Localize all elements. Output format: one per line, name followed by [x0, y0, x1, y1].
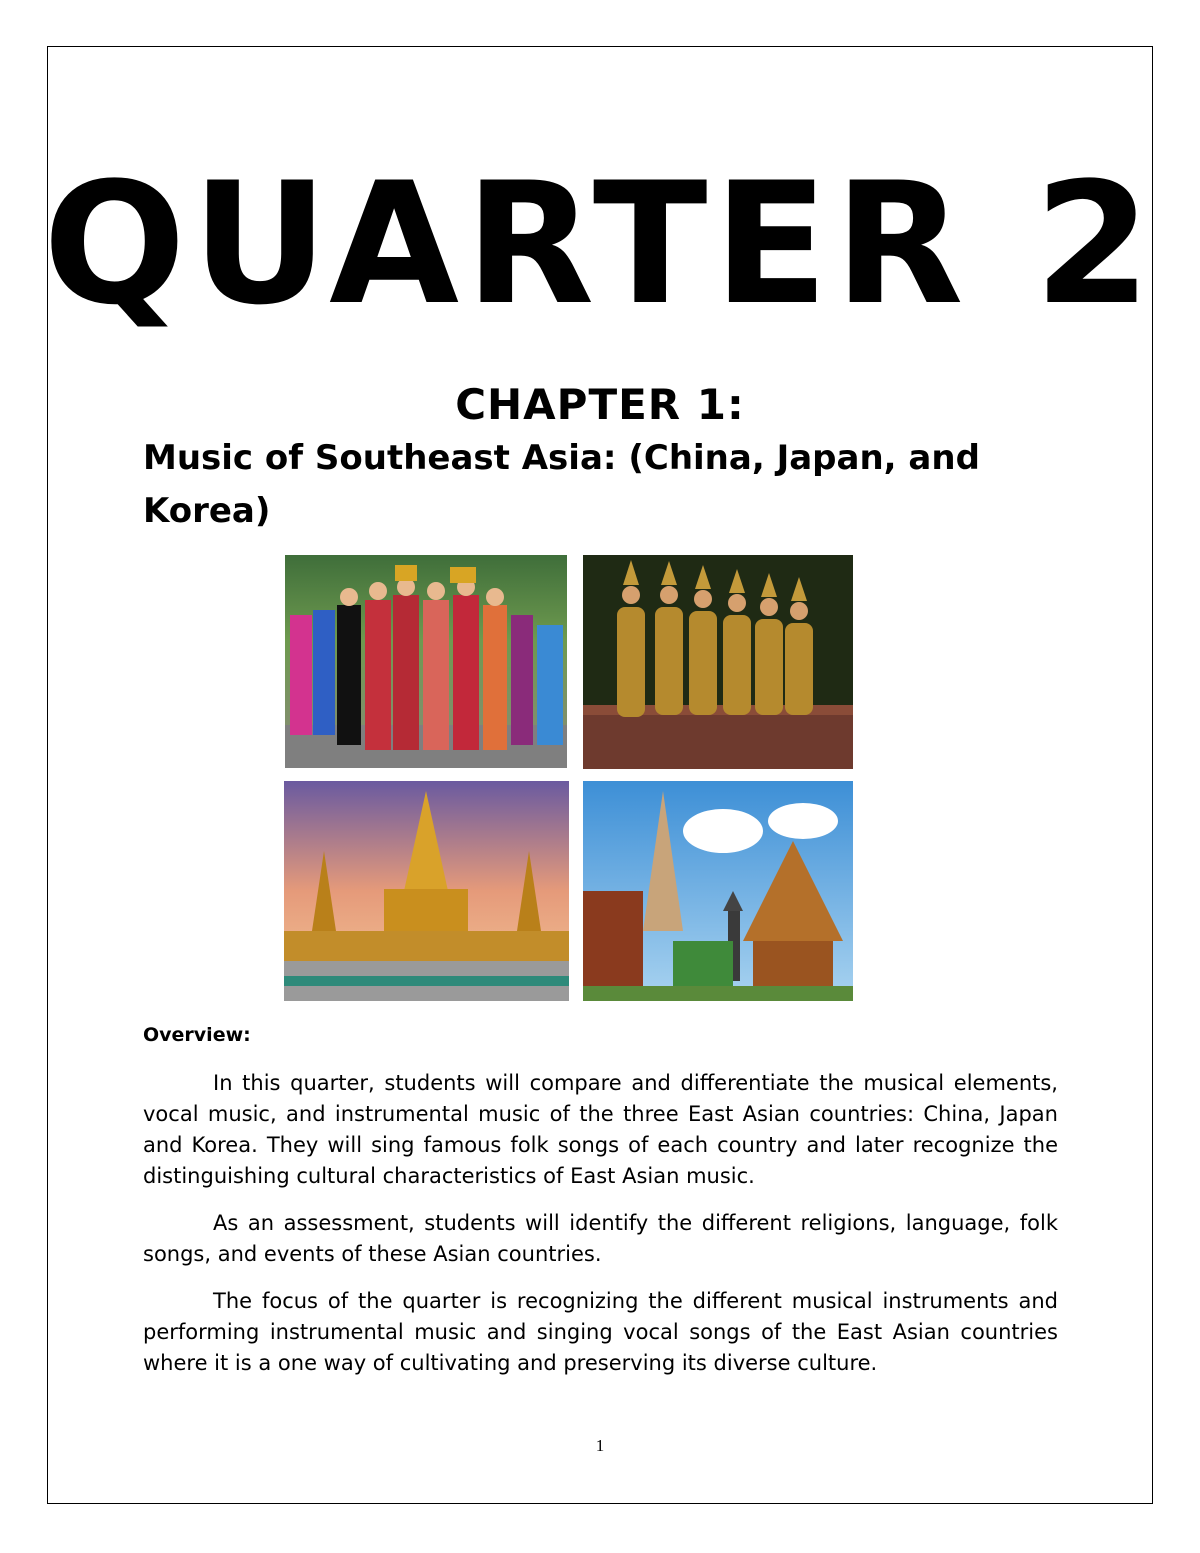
chapter-label: CHAPTER 1: [455, 380, 745, 429]
quarter-title: QUARTER 2 [42, 146, 1157, 342]
temple-architecture-photo [583, 781, 853, 1001]
page-number: 1 [595, 1436, 605, 1455]
golden-pagoda-photo [284, 781, 569, 1001]
festival-parade-photo [285, 555, 567, 768]
traditional-dancers-photo [583, 555, 853, 769]
overview-paragraph-2: As an assessment, students will identify the different religions, language, folk songs, and events of these Asian countries. [143, 1211, 1058, 1266]
chapter-subtitle: Music of Southeast Asia: (China, Japan, and Korea) [143, 438, 980, 531]
overview-paragraph-1: In this quarter, students will compare and differentiate the musical elements, vocal music, and instrumental music of the three East Asian countries: China, Japan and Korea. They will sing famous folk songs of each country and later recognize the distinguishing cultural characteristics of East Asian music. [143, 1071, 1058, 1188]
overview-heading: Overview: [143, 1024, 251, 1046]
overview-paragraph-3: The focus of the quarter is recognizing the different musical instruments and performing instrumental music and singing vocal songs of the East Asian countries where it is a one way of cultivating and preserving its diverse culture. [143, 1289, 1058, 1375]
